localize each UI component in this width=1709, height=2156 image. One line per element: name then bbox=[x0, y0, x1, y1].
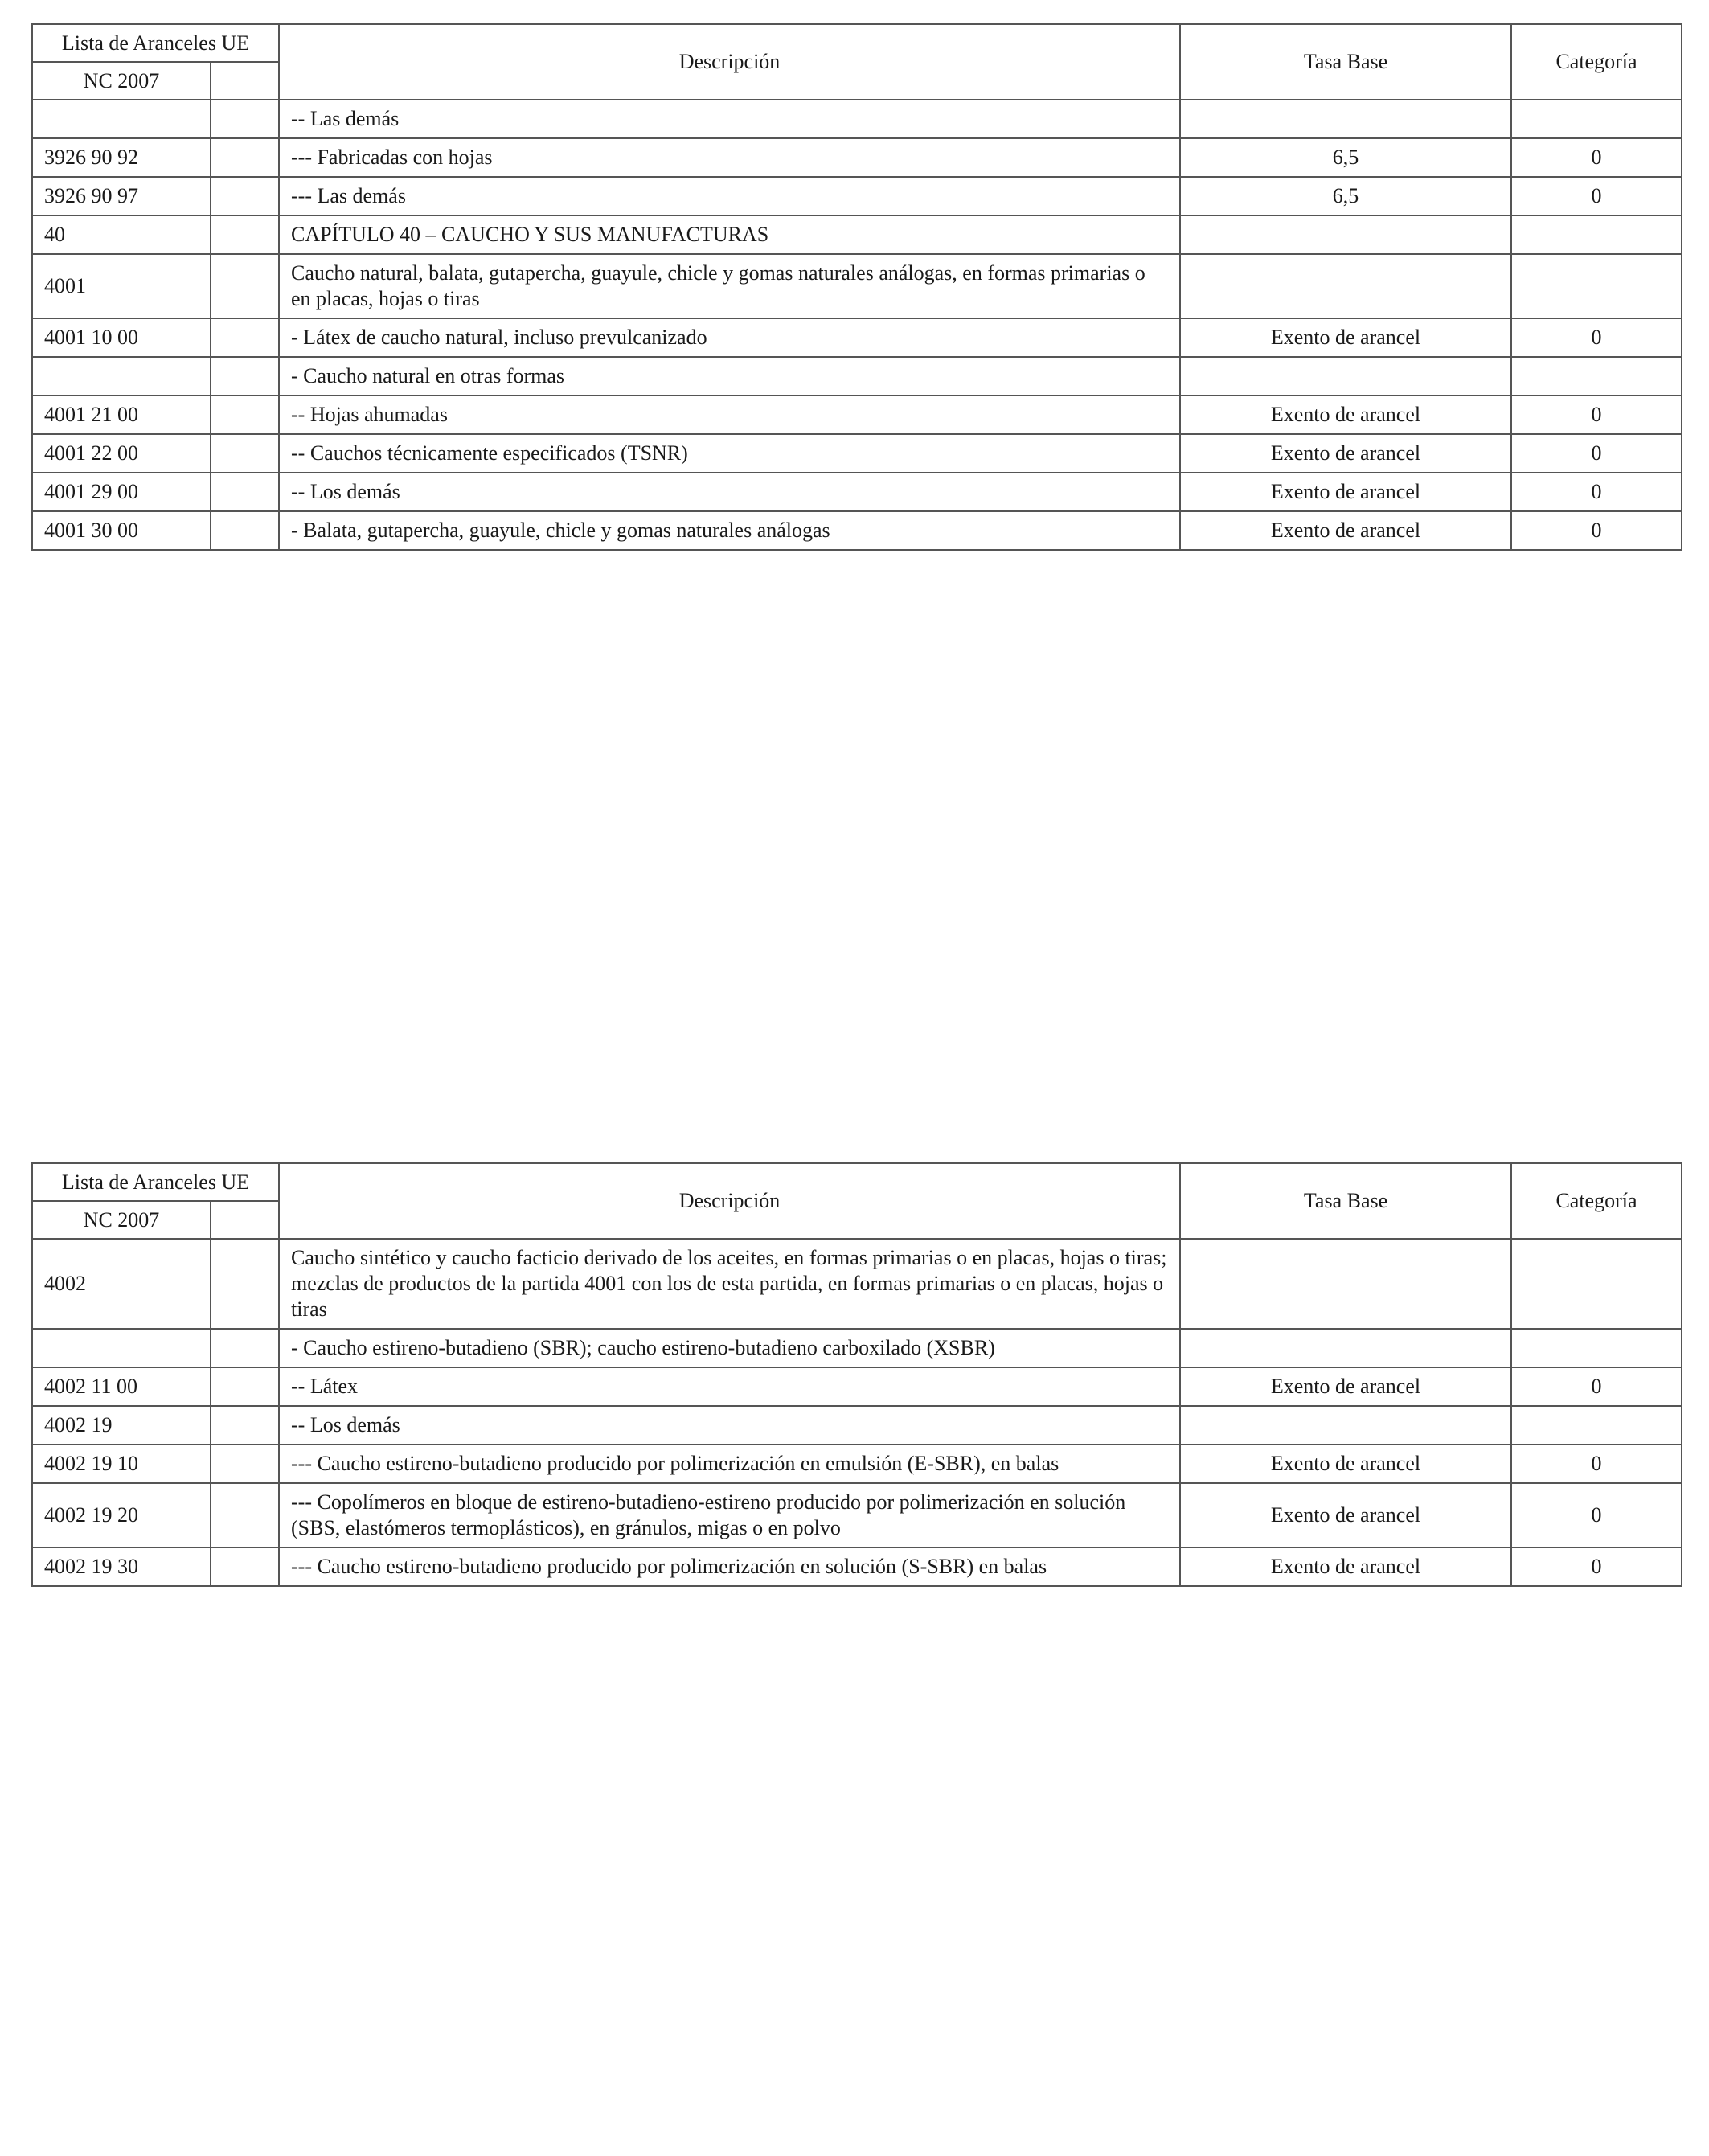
category-cell bbox=[1511, 254, 1682, 318]
category-cell bbox=[1511, 215, 1682, 254]
category-cell: 0 bbox=[1511, 396, 1682, 434]
blank-cell bbox=[211, 138, 279, 177]
header-blank bbox=[211, 62, 279, 100]
code-cell: 4002 bbox=[32, 1239, 211, 1329]
blank-cell bbox=[211, 396, 279, 434]
description-cell: - Látex de caucho natural, incluso prevulcanizado bbox=[279, 318, 1180, 357]
code-cell: 4001 22 00 bbox=[32, 434, 211, 473]
category-cell: 0 bbox=[1511, 318, 1682, 357]
category-cell bbox=[1511, 357, 1682, 396]
code-cell bbox=[32, 100, 211, 138]
blank-cell bbox=[211, 1445, 279, 1483]
blank-cell bbox=[211, 1367, 279, 1406]
code-cell: 4002 19 30 bbox=[32, 1547, 211, 1586]
code-cell bbox=[32, 357, 211, 396]
rate-cell: Exento de arancel bbox=[1180, 396, 1511, 434]
rate-cell: Exento de arancel bbox=[1180, 511, 1511, 550]
rate-cell bbox=[1180, 1239, 1511, 1329]
category-cell bbox=[1511, 100, 1682, 138]
table-row bbox=[32, 473, 1682, 511]
rate-cell: 6,5 bbox=[1180, 177, 1511, 215]
blank-cell bbox=[211, 357, 279, 396]
header-list-title: Lista de Aranceles UE bbox=[32, 24, 279, 62]
category-cell: 0 bbox=[1511, 1367, 1682, 1406]
description-cell: -- Los demás bbox=[279, 473, 1180, 511]
blank-cell bbox=[211, 1239, 279, 1329]
rate-cell: Exento de arancel bbox=[1180, 1547, 1511, 1586]
rate-cell bbox=[1180, 100, 1511, 138]
description-cell: CAPÍTULO 40 – CAUCHO Y SUS MANUFACTURAS bbox=[279, 215, 1180, 254]
category-cell: 0 bbox=[1511, 177, 1682, 215]
table-row bbox=[32, 177, 1682, 215]
blank-cell bbox=[211, 318, 279, 357]
table-row bbox=[32, 1367, 1682, 1406]
blank-cell bbox=[211, 1329, 279, 1367]
description-cell: -- Hojas ahumadas bbox=[279, 396, 1180, 434]
table-row bbox=[32, 434, 1682, 473]
header-blank bbox=[211, 1201, 279, 1239]
code-cell: 4002 19 10 bbox=[32, 1445, 211, 1483]
code-cell: 4001 bbox=[32, 254, 211, 318]
category-cell bbox=[1511, 1406, 1682, 1445]
description-cell: --- Caucho estireno-butadieno producido por polimerización en emulsión (E-SBR), en balas bbox=[279, 1445, 1180, 1483]
table-row bbox=[32, 254, 1682, 318]
code-cell: 4001 30 00 bbox=[32, 511, 211, 550]
header-list-title: Lista de Aranceles UE bbox=[32, 1163, 279, 1201]
description-cell: - Caucho natural en otras formas bbox=[279, 357, 1180, 396]
category-cell: 0 bbox=[1511, 511, 1682, 550]
category-cell bbox=[1511, 1239, 1682, 1329]
code-cell: 40 bbox=[32, 215, 211, 254]
description-cell: -- Látex bbox=[279, 1367, 1180, 1406]
description-cell: - Balata, gutapercha, guayule, chicle y gomas naturales análogas bbox=[279, 511, 1180, 550]
table-row bbox=[32, 511, 1682, 550]
rate-cell bbox=[1180, 215, 1511, 254]
category-cell: 0 bbox=[1511, 473, 1682, 511]
rate-cell bbox=[1180, 1406, 1511, 1445]
rate-cell: Exento de arancel bbox=[1180, 473, 1511, 511]
description-cell: --- Fabricadas con hojas bbox=[279, 138, 1180, 177]
blank-cell bbox=[211, 434, 279, 473]
code-cell: 4001 29 00 bbox=[32, 473, 211, 511]
category-cell: 0 bbox=[1511, 1547, 1682, 1586]
category-cell: 0 bbox=[1511, 138, 1682, 177]
description-cell: - Caucho estireno-butadieno (SBR); caucho estireno-butadieno carboxilado (XSBR) bbox=[279, 1329, 1180, 1367]
code-cell: 3926 90 97 bbox=[32, 177, 211, 215]
table-row bbox=[32, 1406, 1682, 1445]
header-nc: NC 2007 bbox=[32, 62, 211, 100]
rate-cell: Exento de arancel bbox=[1180, 1445, 1511, 1483]
rate-cell: 6,5 bbox=[1180, 138, 1511, 177]
code-cell: 4002 19 20 bbox=[32, 1483, 211, 1547]
code-cell: 4002 11 00 bbox=[32, 1367, 211, 1406]
table-row bbox=[32, 138, 1682, 177]
category-cell: 0 bbox=[1511, 1483, 1682, 1547]
code-cell: 3926 90 92 bbox=[32, 138, 211, 177]
blank-cell bbox=[211, 1406, 279, 1445]
blank-cell bbox=[211, 473, 279, 511]
description-cell: Caucho sintético y caucho facticio derivado de los aceites, en formas primarias o en placas, hojas o tiras; mezclas de productos de la partida 4001 con los de esta partida, en formas primarias o en placas, hojas o tiras bbox=[279, 1239, 1180, 1329]
tariff-table-2 bbox=[31, 1162, 1682, 1587]
table-row bbox=[32, 396, 1682, 434]
code-cell: 4001 21 00 bbox=[32, 396, 211, 434]
table-row bbox=[32, 1445, 1682, 1483]
header-description: Descripción bbox=[279, 24, 1180, 100]
table-row bbox=[32, 1239, 1682, 1329]
table-row bbox=[32, 215, 1682, 254]
blank-cell bbox=[211, 254, 279, 318]
rate-cell: Exento de arancel bbox=[1180, 1367, 1511, 1406]
table-row bbox=[32, 1547, 1682, 1586]
blank-cell bbox=[211, 215, 279, 254]
header-category: Categoría bbox=[1511, 1163, 1682, 1239]
category-cell: 0 bbox=[1511, 1445, 1682, 1483]
description-cell: -- Cauchos técnicamente especificados (TSNR) bbox=[279, 434, 1180, 473]
rate-cell bbox=[1180, 357, 1511, 396]
tariff-table-1 bbox=[31, 23, 1682, 551]
description-cell: -- Las demás bbox=[279, 100, 1180, 138]
description-cell: Caucho natural, balata, gutapercha, guayule, chicle y gomas naturales análogas, en formas primarias o en placas, hojas o tiras bbox=[279, 254, 1180, 318]
rate-cell: Exento de arancel bbox=[1180, 318, 1511, 357]
blank-cell bbox=[211, 1547, 279, 1586]
category-cell bbox=[1511, 1329, 1682, 1367]
blank-cell bbox=[211, 100, 279, 138]
table-row bbox=[32, 318, 1682, 357]
blank-cell bbox=[211, 511, 279, 550]
blank-cell bbox=[211, 1483, 279, 1547]
description-cell: -- Los demás bbox=[279, 1406, 1180, 1445]
description-cell: --- Las demás bbox=[279, 177, 1180, 215]
header-base-rate: Tasa Base bbox=[1180, 1163, 1511, 1239]
code-cell: 4002 19 bbox=[32, 1406, 211, 1445]
description-cell: --- Caucho estireno-butadieno producido por polimerización en solución (S-SBR) en balas bbox=[279, 1547, 1180, 1586]
header-description: Descripción bbox=[279, 1163, 1180, 1239]
description-cell: --- Copolímeros en bloque de estireno-butadieno-estireno producido por polimerización en solución (SBS, elastómeros termoplásticos), en gránulos, migas o en polvo bbox=[279, 1483, 1180, 1547]
code-cell: 4001 10 00 bbox=[32, 318, 211, 357]
blank-cell bbox=[211, 177, 279, 215]
rate-cell: Exento de arancel bbox=[1180, 434, 1511, 473]
rate-cell bbox=[1180, 1329, 1511, 1367]
table-row bbox=[32, 1329, 1682, 1367]
category-cell: 0 bbox=[1511, 434, 1682, 473]
header-category: Categoría bbox=[1511, 24, 1682, 100]
table-row bbox=[32, 357, 1682, 396]
header-base-rate: Tasa Base bbox=[1180, 24, 1511, 100]
rate-cell: Exento de arancel bbox=[1180, 1483, 1511, 1547]
table-row bbox=[32, 100, 1682, 138]
rate-cell bbox=[1180, 254, 1511, 318]
code-cell bbox=[32, 1329, 211, 1367]
table-row bbox=[32, 1483, 1682, 1547]
header-nc: NC 2007 bbox=[32, 1201, 211, 1239]
